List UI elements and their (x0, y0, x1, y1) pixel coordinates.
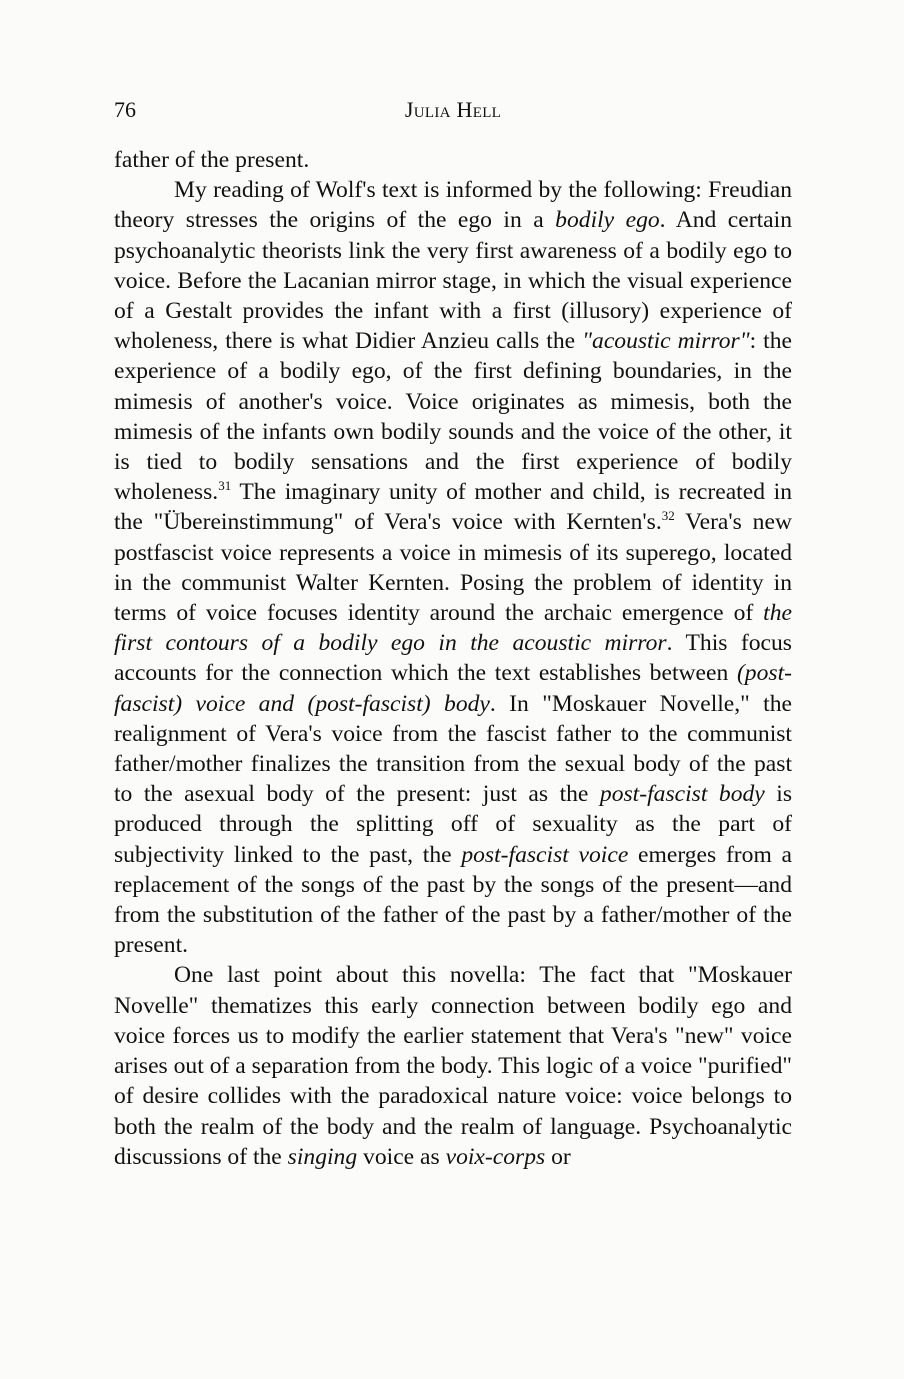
italic-span: voix-corps (445, 1143, 546, 1170)
text-span: The imaginary unity of mother and child, is recreated in the "Übereinstimmung" of Vera's voice with Kernten's. (114, 479, 792, 536)
paragraph-1 (114, 145, 792, 175)
text-span: father of the present. (114, 147, 310, 173)
text-span: or (545, 1143, 571, 1170)
text-span: emerges from a replacement of the songs of the past by the songs of the present—and from the substitution of the father of the past by a father/mother of the present. (114, 841, 792, 959)
text-span: voice as (357, 1143, 446, 1170)
text-span: : the experience of a bodily ego, of the first defining boundaries, in the mimesis of another's voice. Voice originates as mimesis, both the mimesis of the infants own bodily sounds and the voice of the other, it is tied to bodily sensations and the first experience of bodily wholeness. (114, 328, 793, 506)
italic-span: (post-fascist) voice and (post-fascist) body (114, 660, 792, 717)
text-span: My reading of Wolf's text is informed by the following: Freudian theory stresses the origins of the ego in a (114, 177, 792, 234)
page-number: 76 (114, 97, 136, 122)
text-span: . In "Moskauer Novelle," the realignment of Vera's voice from the fascist father to the communist father/mother finalizes the transition from the sexual body of the past to the asexual body of the present: just as the (114, 690, 793, 808)
text-span: Vera's new postfascist voice represents a voice in mimesis of its superego, located in the communist Walter Kernten. Posing the problem of identity in terms of voice focuses identity around the archaic emergence of (114, 509, 792, 627)
italic-span: post-fascist body (599, 781, 765, 808)
italic-span: singing (287, 1143, 358, 1170)
text-span: . And certain psychoanalytic theorists link the very first awareness of a bodily ego to voice. Before the Lacanian mirror stage, in which the visual experience of a Gestalt provides the infant with a first (illusory) experience of wholeness, there is what Didier Anzieu calls the (114, 207, 792, 355)
italic-span: post-fascist voice (461, 841, 629, 868)
paragraph-3 (114, 960, 792, 1171)
text-span: . This focus accounts for the connection which the text establishes between (114, 630, 792, 687)
body-text (114, 145, 792, 1172)
italic-span: bodily ego (555, 207, 660, 234)
text-span: One last point about this novella: The fact that "Moskauer Novelle" thematizes this early connection between bodily ego and voice forces us to modify the earlier statement that Vera's "new" voice arises out of a separation from the body. This logic of a voice "purified" of desire collides with the paradoxical nature voice: voice belongs to both the realm of the body and the realm of language. Psychoanalytic discussions of the (114, 962, 792, 1170)
footnote-ref: 32 (661, 508, 675, 524)
text-span: is produced through the splitting off of sexuality as the part of subjectivity linked to the past, the (114, 781, 793, 868)
paragraph-2 (114, 175, 792, 960)
running-head: Julia Hell (404, 97, 502, 122)
italic-span: the first contours of a bodily ego in the acoustic mirror (114, 600, 792, 657)
footnote-ref: 31 (218, 478, 232, 494)
italic-span: "acoustic mirror" (582, 328, 750, 355)
